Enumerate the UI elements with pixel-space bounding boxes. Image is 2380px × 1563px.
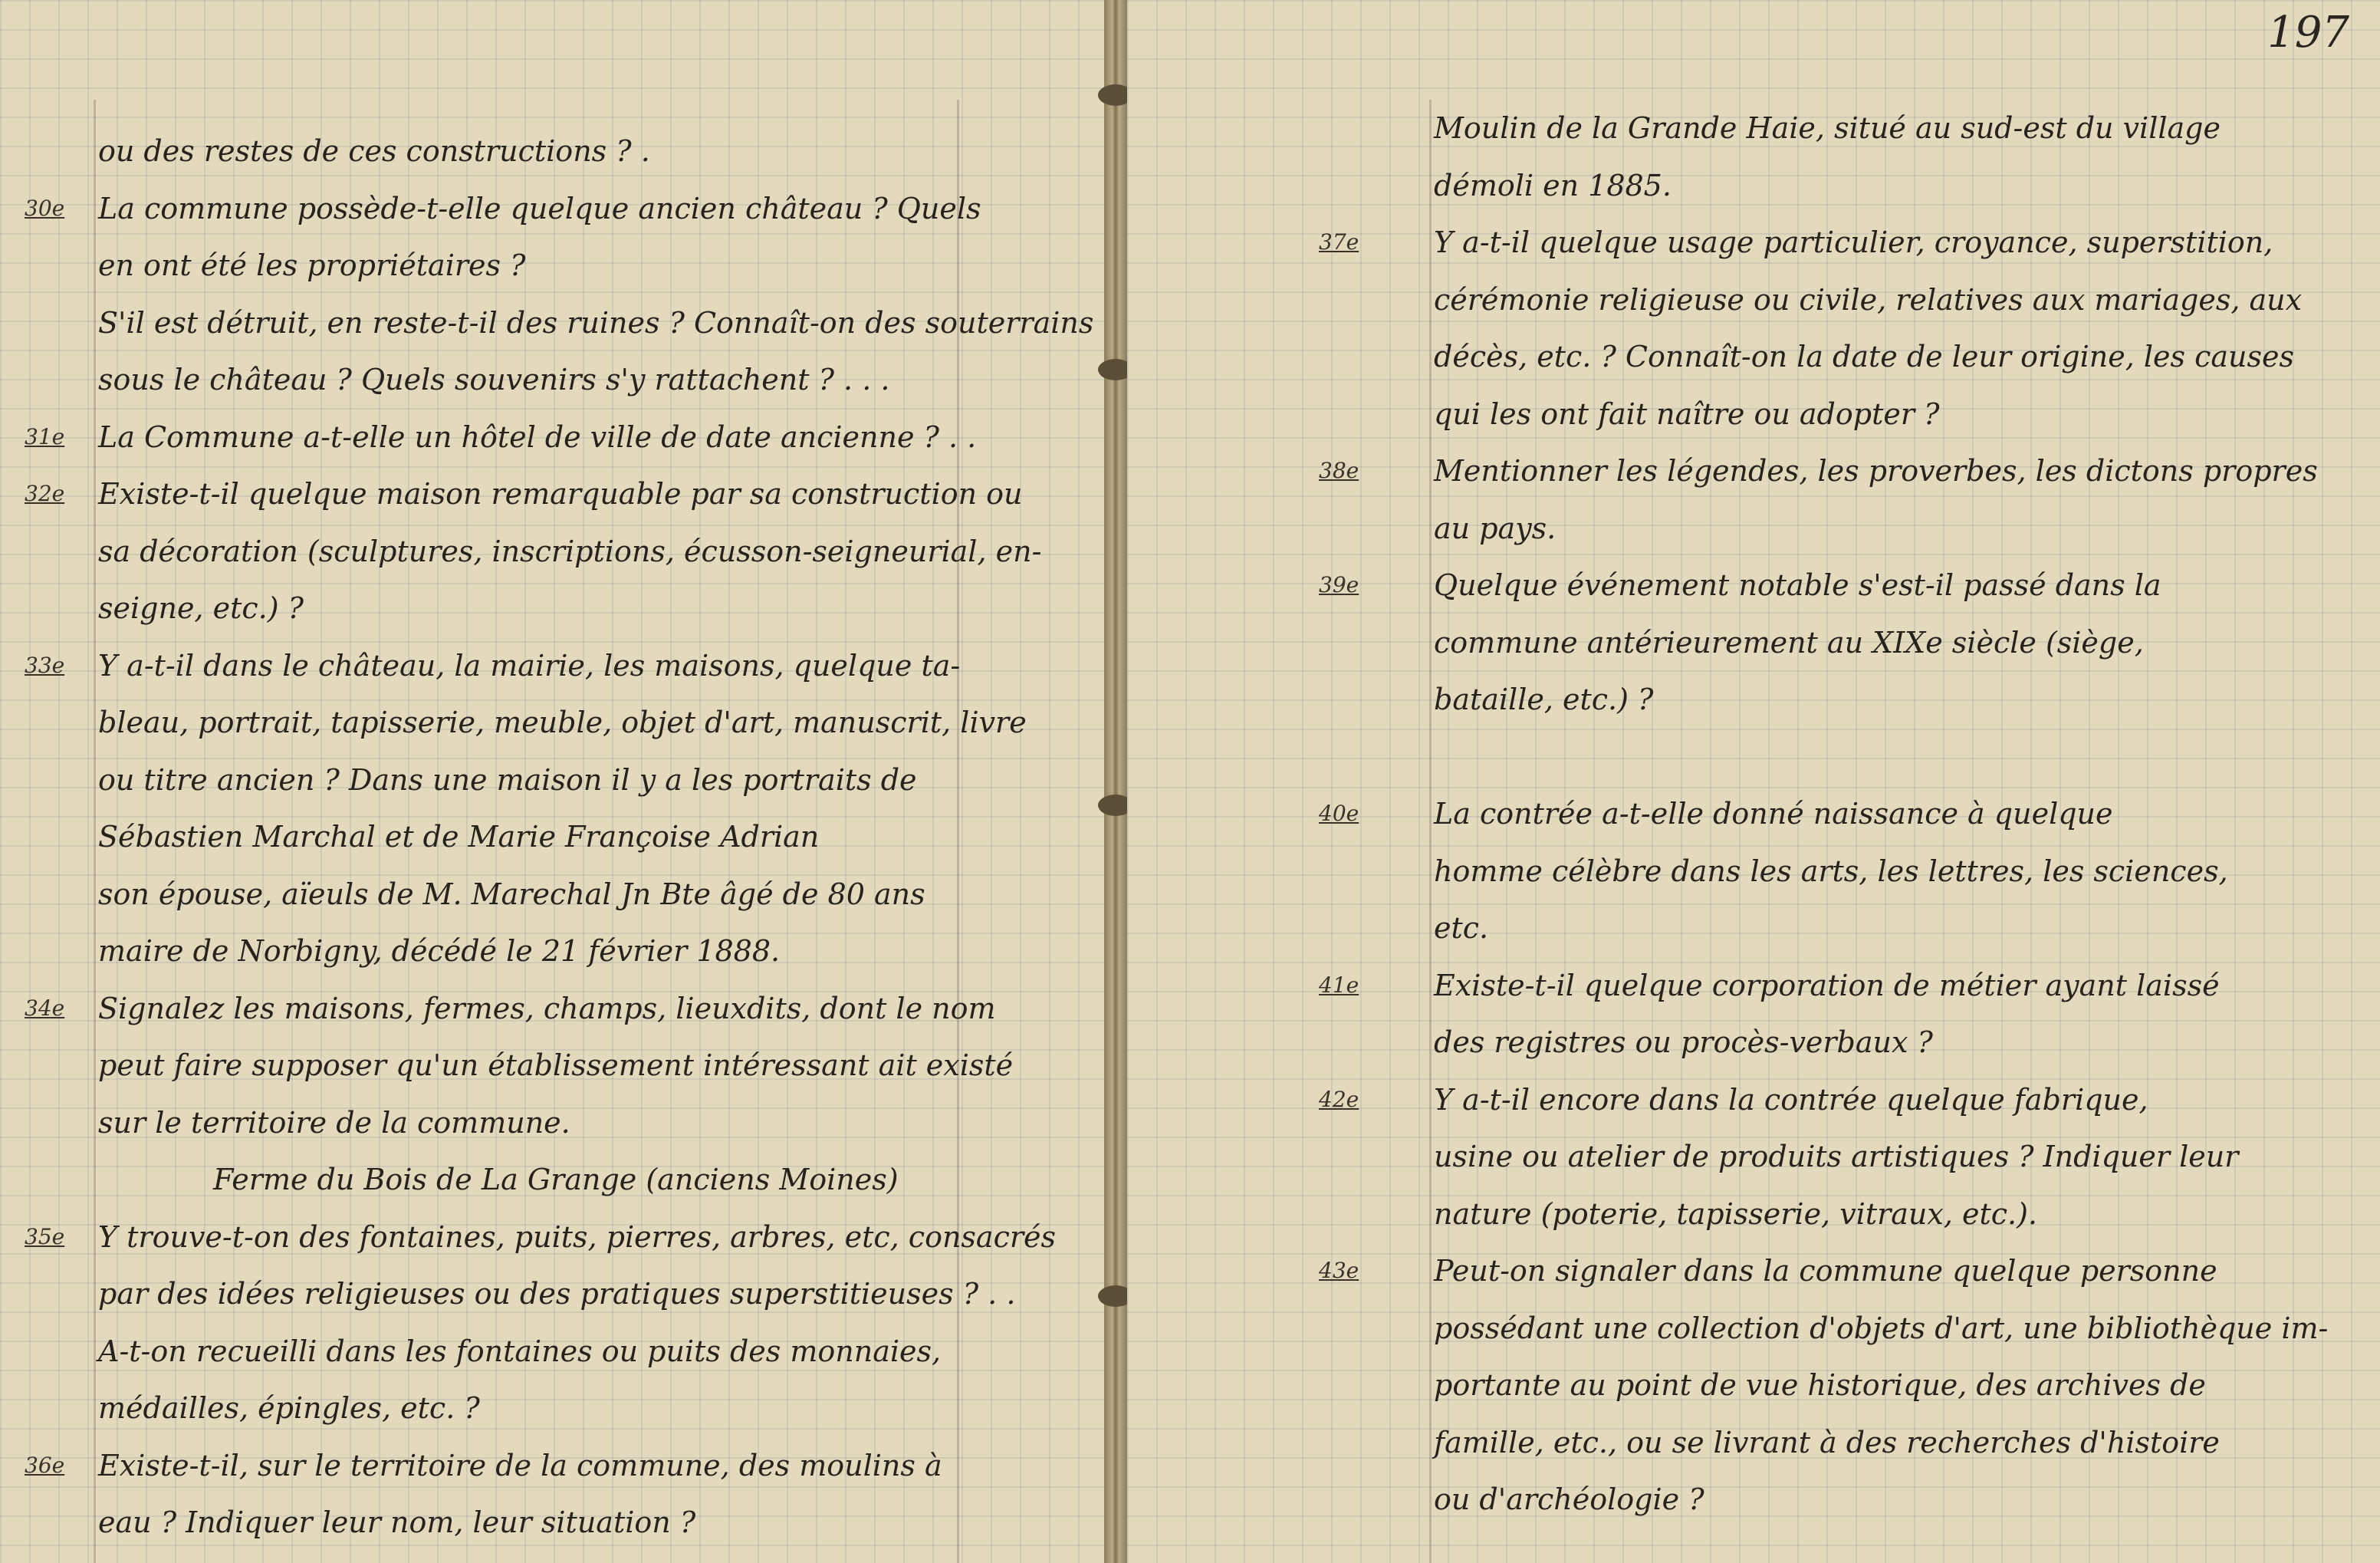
- text-line: [1319, 957, 2354, 1015]
- question-number: 30e: [25, 195, 65, 221]
- text-line: [1434, 1357, 2354, 1414]
- text-line: [1434, 328, 2354, 386]
- line-text: des registres ou procès-verbaux ?: [1434, 1025, 1933, 1059]
- text-line: [1319, 1242, 2354, 1300]
- question-number: 37e: [1319, 229, 1359, 255]
- line-text: portante au point de vue historique, des archives de: [1434, 1368, 2206, 1402]
- line-text: cérémonie religieuse ou civile, relatives aux mariages, aux: [1434, 282, 2303, 317]
- right-page-text: [1319, 100, 2354, 1528]
- line-text: possédant une collection d'objets d'art, une bibliothèque im-: [1434, 1311, 2329, 1345]
- line-text: bataille, etc.) ?: [1434, 683, 1654, 716]
- text-line: [1434, 271, 2354, 329]
- text-line: [1434, 1186, 2354, 1243]
- text-line: [1434, 1014, 2354, 1071]
- line-text: eau ? Indiquer leur nom, leur situation ?: [98, 1505, 696, 1539]
- text-line: [98, 237, 972, 295]
- line-text: Moulin de la Grande Haie, situé au sud-est du village: [1434, 111, 2221, 145]
- question-number: 34e: [25, 995, 65, 1021]
- text-line: [98, 1323, 972, 1380]
- line-text: Y a-t-il quelque usage particulier, croyance, superstition,: [1434, 225, 2273, 259]
- line-text: Mentionner les légendes, les proverbes, les dictons propres: [1434, 454, 2318, 488]
- text-line: [1319, 785, 2354, 843]
- line-text: La Commune a-t-elle un hôtel de ville de date ancienne ? . .: [98, 420, 977, 454]
- question-number: 42e: [1319, 1086, 1359, 1112]
- line-text: Sébastien Marchal et de Marie Françoise Adrian: [98, 820, 820, 854]
- question-number: 39e: [1319, 572, 1359, 597]
- line-text: médailles, épingles, etc. ?: [98, 1391, 480, 1425]
- text-line: [98, 752, 972, 809]
- line-text: Y a-t-il encore dans la contrée quelque fabrique,: [1434, 1082, 2148, 1117]
- question-number: 40e: [1319, 801, 1359, 826]
- text-line: [1434, 1128, 2354, 1186]
- line-text: etc.: [1434, 911, 1489, 945]
- line-text: S'il est détruit, en reste-t-il des ruines ? Connaît-on des souterrains: [98, 305, 1094, 340]
- line-text: commune antérieurement au XIXe siècle (siège,: [1434, 625, 2144, 660]
- text-line: [98, 1494, 972, 1551]
- left-page-text: [25, 123, 1094, 1551]
- text-line: [1319, 557, 2354, 614]
- question-number: 32e: [25, 481, 65, 506]
- question-number: 43e: [1319, 1258, 1359, 1283]
- line-text: La commune possède-t-elle quelque ancien château ? Quels: [98, 191, 981, 225]
- line-text: Quelque événement notable s'est-il passé dans la: [1434, 568, 2161, 602]
- text-line: [1434, 386, 2354, 443]
- text-line: [1434, 100, 2354, 157]
- text-line: [1434, 614, 2354, 672]
- text-line: [98, 123, 972, 180]
- left-page: [0, 0, 1104, 1563]
- text-line: [1434, 157, 2354, 215]
- right-margin-line: [1429, 100, 1432, 1563]
- line-text: famille, etc., ou se livrant à des recherches d'histoire: [1434, 1425, 2220, 1459]
- line-text: par des idées religieuses ou des pratiques superstitieuses ? . .: [98, 1277, 1016, 1311]
- folio-number: 197: [2267, 8, 2349, 58]
- text-line: [98, 923, 972, 980]
- line-text: A-t-on recueilli dans les fontaines ou puits des monnaies,: [98, 1334, 942, 1368]
- line-text: au pays.: [1434, 511, 1557, 545]
- question-number: 31e: [25, 423, 65, 449]
- text-line: [98, 1151, 972, 1209]
- line-text: usine ou atelier de produits artistiques ? Indiquer leur: [1434, 1140, 2239, 1173]
- line-text: sur le territoire de la commune.: [98, 1105, 570, 1140]
- left-margin-line: [94, 100, 96, 1563]
- text-line: [98, 694, 1027, 752]
- text-line: [25, 1209, 1057, 1266]
- text-line: [25, 980, 996, 1038]
- text-line: [1434, 1414, 2354, 1472]
- text-line: [98, 1380, 972, 1437]
- right-page: [1127, 0, 2380, 1563]
- text-line: [98, 580, 972, 637]
- text-line: [1319, 443, 2354, 500]
- line-text: Peut-on signaler dans la commune quelque personne: [1434, 1254, 2217, 1288]
- line-text: La contrée a-t-elle donné naissance à quelque: [1434, 797, 2113, 831]
- line-text: Ferme du Bois de La Grange (anciens Moines): [213, 1163, 899, 1196]
- line-text: qui les ont fait naître ou adopter ?: [1434, 397, 1940, 431]
- line-text: sous le château ? Quels souvenirs s'y rattachent ? . . .: [98, 363, 890, 397]
- line-text: Existe-t-il quelque maison remarquable par sa construction ou: [98, 477, 1023, 511]
- text-line: [1319, 214, 2354, 271]
- text-line: [1434, 729, 2354, 786]
- line-text: Y trouve-t-on des fontaines, puits, pierres, arbres, etc, consacrés: [98, 1219, 1057, 1254]
- line-text: seigne, etc.) ?: [98, 591, 304, 625]
- text-line: [98, 1265, 1016, 1323]
- line-text: ou titre ancien ? Dans une maison il y a les portraits de: [98, 762, 917, 797]
- text-line: [25, 180, 981, 238]
- text-line: [1319, 1071, 2354, 1129]
- line-text: en ont été les propriétaires ?: [98, 248, 526, 282]
- line-text: Signalez les maisons, fermes, champs, lieuxdits, dont le nom: [98, 991, 996, 1025]
- text-line: [25, 409, 977, 466]
- line-text: démoli en 1885.: [1434, 168, 1672, 202]
- question-number: 35e: [25, 1223, 65, 1249]
- line-text: Y a-t-il dans le château, la mairie, les maisons, quelque ta-: [98, 648, 961, 683]
- text-line: [1434, 1471, 2354, 1528]
- line-text: maire de Norbigny, décédé le 21 février 1888.: [98, 934, 781, 968]
- binding-gutter: [1104, 0, 1127, 1563]
- text-line: [98, 1037, 1014, 1094]
- line-text: ou d'archéologie ?: [1434, 1482, 1704, 1516]
- text-line: [98, 1094, 972, 1152]
- text-line: [98, 295, 1094, 352]
- line-text: sa décoration (sculptures, inscriptions, écusson-seigneurial, en-: [98, 534, 1042, 568]
- text-line: [98, 351, 972, 409]
- line-text: homme célèbre dans les arts, les lettres, les sciences,: [1434, 854, 2228, 888]
- line-text: peut faire supposer qu'un établissement intéressant ait existé: [98, 1048, 1014, 1082]
- text-line: [25, 1437, 972, 1495]
- line-text: son épouse, aïeuls de M. Marechal Jn Bte âgé de 80 ans: [98, 877, 925, 911]
- text-line: [1434, 1300, 2354, 1357]
- line-text: Existe-t-il, sur le territoire de la commune, des moulins à: [98, 1448, 942, 1482]
- text-line: [98, 866, 972, 923]
- text-line: [25, 637, 972, 695]
- question-number: 33e: [25, 652, 65, 678]
- text-line: [1434, 671, 2354, 729]
- line-text: bleau, portrait, tapisserie, meuble, objet d'art, manuscrit, livre: [98, 706, 1027, 739]
- text-line: [98, 808, 972, 866]
- question-number: 38e: [1319, 458, 1359, 483]
- question-number: 36e: [25, 1452, 65, 1478]
- line-text: décès, etc. ? Connaît-on la date de leur origine, les causes: [1434, 340, 2295, 373]
- text-line: [1434, 843, 2354, 900]
- line-text: Existe-t-il quelque corporation de métier ayant laissé: [1434, 968, 2220, 1002]
- question-number: 41e: [1319, 972, 1359, 998]
- text-line: [98, 523, 1042, 581]
- line-text: ou des restes de ces constructions ? .: [98, 134, 650, 168]
- text-line: [1434, 500, 2354, 558]
- line-text: nature (poterie, tapisserie, vitraux, etc.).: [1434, 1196, 2038, 1231]
- text-line: [1434, 900, 2354, 957]
- text-line: [25, 466, 1023, 523]
